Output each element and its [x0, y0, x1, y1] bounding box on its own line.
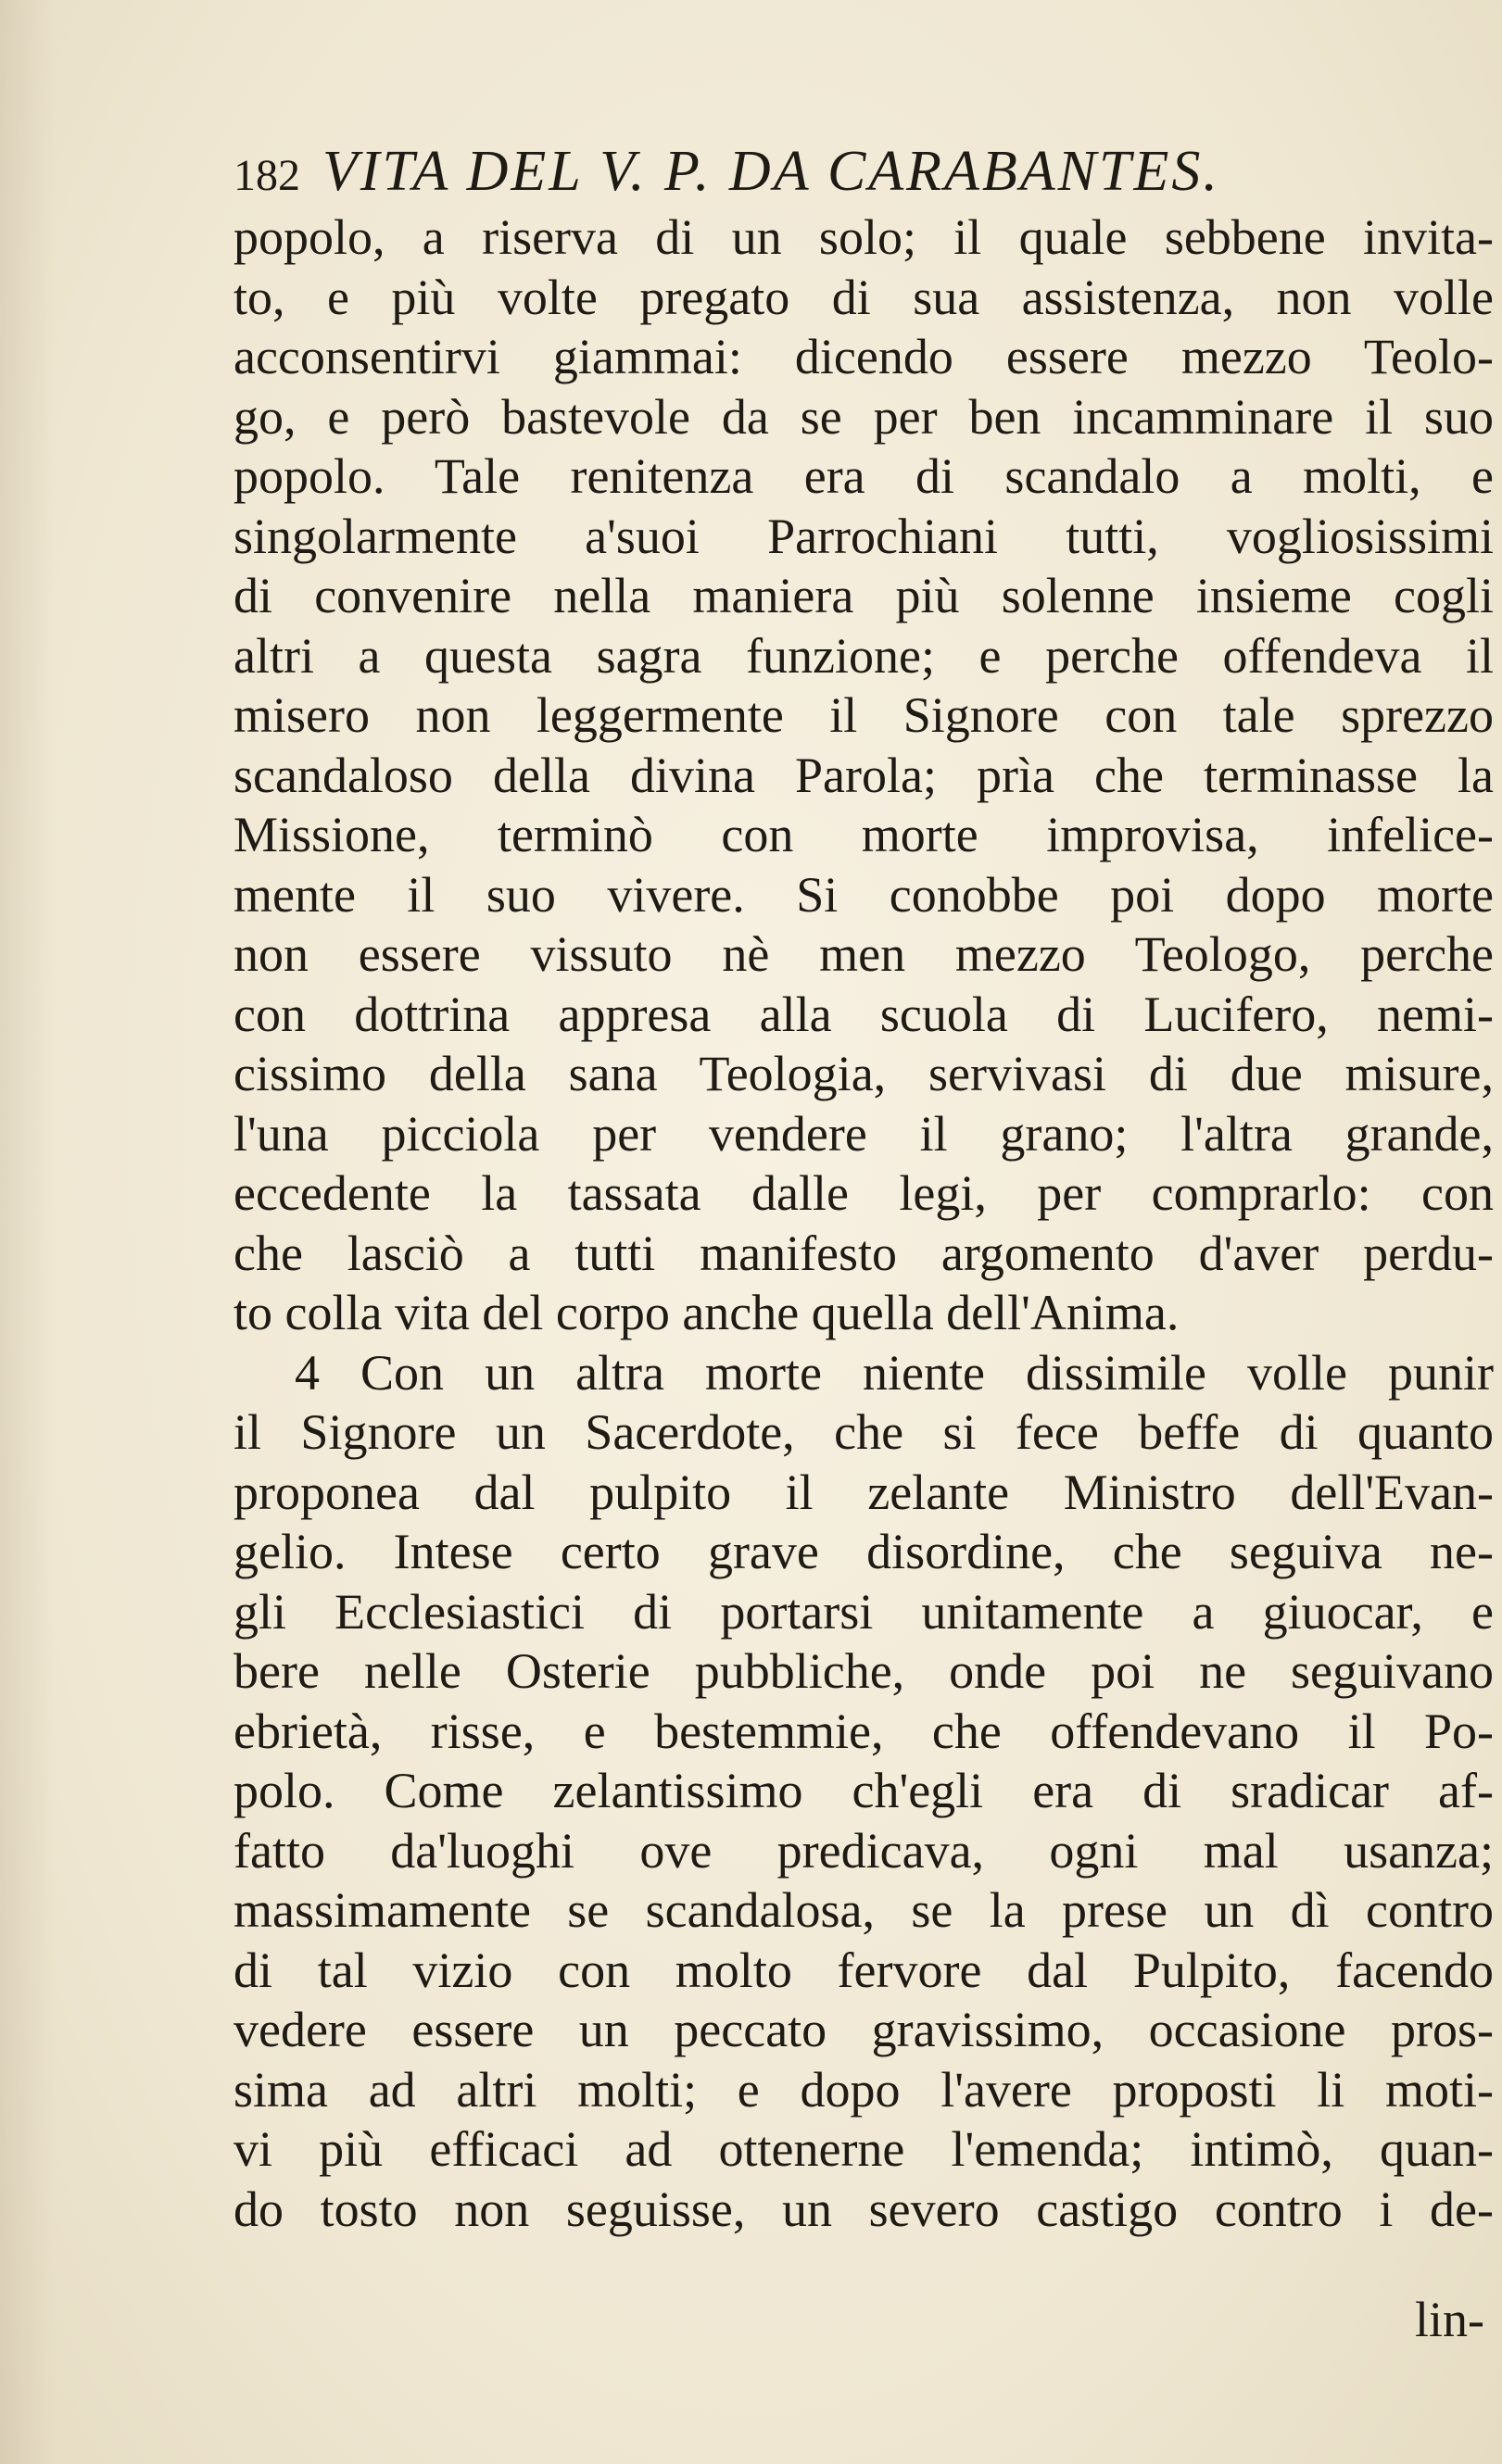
text-line: polo. Come zelantissimo ch'egli era di sradicar af-: [234, 1763, 1494, 1818]
text-line: fatto da'luoghi ove predicava, ogni mal usanza;: [234, 1822, 1494, 1879]
running-header: [234, 139, 1494, 204]
body-text: [234, 207, 1494, 2239]
text-line: do tosto non seguisse, un severo castigo contro i de-: [234, 2181, 1494, 2237]
paragraph-start-line: 4 Con un altra morte niente dissimile volle punir: [295, 1344, 1494, 1401]
text-line: scandaloso della divina Parola; prìa che terminasse la: [234, 747, 1494, 803]
running-title: VITA DEL V. P. DA CARABANTES.: [322, 140, 1220, 203]
text-line: altri a questa sagra funzione; e perche offendeva il: [234, 627, 1494, 684]
text-line: il Signore un Sacerdote, che si fece beffe di quanto: [234, 1404, 1494, 1460]
gutter-shadow: [0, 0, 56, 2464]
text-line: vi più efficaci ad ottenerne l'emenda; intimò, quan-: [234, 2121, 1494, 2177]
text-line: to, e più volte pregato di sua assistenza, non volle: [234, 269, 1494, 325]
text-line: singolarmente a'suoi Parrochiani tutti, vogliosissimi: [234, 508, 1494, 564]
text-line: massimamente se scandalosa, se la prese un dì contro: [234, 1882, 1494, 1938]
text-line: proponea dal pulpito il zelante Ministro dell'Evan-: [234, 1464, 1494, 1520]
text-line: che lasciò a tutti manifesto argomento d'aver perdu-: [234, 1225, 1494, 1281]
text-line: gli Ecclesiastici di portarsi unitamente a giuocar, e: [234, 1583, 1494, 1640]
text-line: ebrietà, risse, e bestemmie, che offendevano il Po-: [234, 1703, 1494, 1759]
text-line: Missione, terminò con morte improvisa, infelice-: [234, 807, 1494, 862]
text-line: di tal vizio con molto fervore dal Pulpito, facendo: [234, 1942, 1494, 1998]
text-line: misero non leggermente il Signore con tale sprezzo: [234, 687, 1494, 743]
text-line: popolo. Tale renitenza era di scandalo a molti, e: [234, 448, 1494, 504]
text-line: vedere essere un peccato gravissimo, occasione pros-: [234, 2002, 1494, 2057]
text-line: di convenire nella maniera più solenne insieme cogli: [234, 568, 1494, 623]
text-line: sima ad altri molti; e dopo l'avere proposti li moti-: [234, 2061, 1494, 2118]
catchword: lin-: [1415, 2292, 1484, 2347]
text-line: acconsentirvi giammai: dicendo essere mezzo Teolo-: [234, 329, 1494, 384]
text-line: non essere vissuto nè men mezzo Teologo, perche: [234, 926, 1494, 982]
text-line: popolo, a riserva di un solo; il quale sebbene invita-: [234, 209, 1494, 265]
text-line: l'una picciola per vendere il grano; l'altra grande,: [234, 1105, 1494, 1162]
text-line: to colla vita del corpo anche quella dell'Anima.: [234, 1285, 1180, 1340]
text-line: mente il suo vivere. Si conobbe poi dopo morte: [234, 866, 1494, 923]
page-number: 182: [234, 151, 300, 200]
text-line: bere nelle Osterie pubbliche, onde poi ne seguivano: [234, 1643, 1494, 1699]
text-line: eccedente la tassata dalle legi, per comprarlo: con: [234, 1165, 1494, 1221]
text-line: gelio. Intese certo grave disordine, che seguiva ne-: [234, 1524, 1494, 1579]
text-line: go, e però bastevole da se per ben incamminare il suo: [234, 388, 1494, 445]
text-line: con dottrina appresa alla scuola di Lucifero, nemi-: [234, 986, 1494, 1042]
text-line: cissimo della sana Teologia, servivasi di due misure,: [234, 1046, 1494, 1101]
